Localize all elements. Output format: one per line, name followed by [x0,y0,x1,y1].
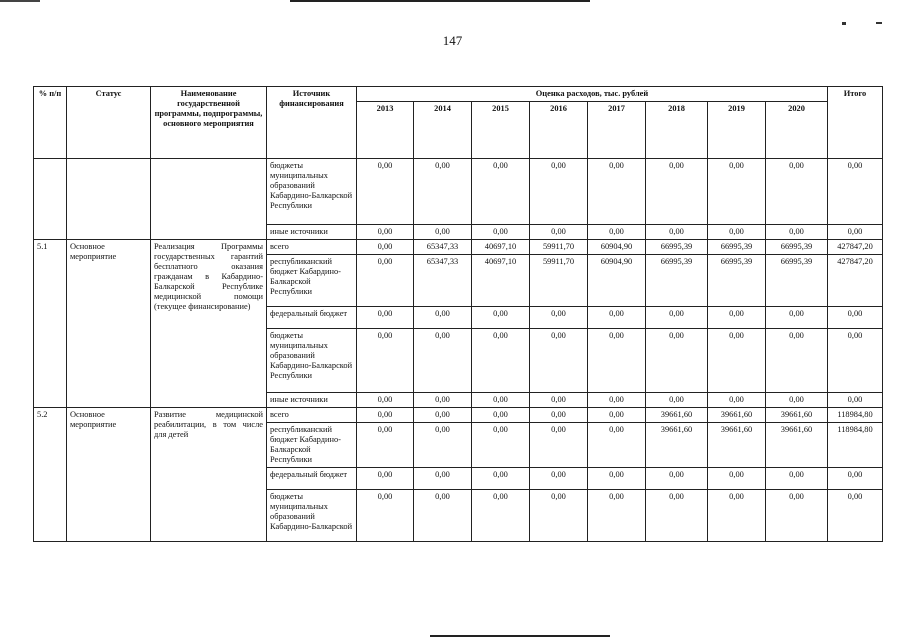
year-header: 2013 [357,102,414,159]
value-cell: 0,00 [646,225,708,240]
total-cell: 0,00 [828,307,883,329]
value-cell: 0,00 [588,329,646,393]
scan-bottom-line [430,635,610,637]
financing-table [33,86,883,542]
row-number: 5.1 [34,240,67,408]
value-cell: 0,00 [357,468,414,490]
value-cell: 0,00 [357,159,414,225]
total-cell: 118984,80 [828,408,883,423]
value-cell: 0,00 [414,307,472,329]
row-status: Основное мероприятие [67,408,151,542]
value-cell: 0,00 [472,423,530,468]
value-cell: 0,00 [766,468,828,490]
value-cell: 0,00 [472,159,530,225]
value-cell: 0,00 [588,423,646,468]
source-cell: всего [267,408,357,423]
value-cell: 0,00 [588,159,646,225]
source-cell: бюджеты муниципальных образований Кабардино-Балкарской Республики [267,159,357,225]
value-cell: 39661,60 [708,423,766,468]
value-cell: 40697,10 [472,255,530,307]
value-cell: 39661,60 [766,423,828,468]
value-cell: 0,00 [472,408,530,423]
value-cell: 66995,39 [646,255,708,307]
year-header: 2016 [530,102,588,159]
source-cell: иные источники [267,393,357,408]
value-cell: 0,00 [708,468,766,490]
value-cell: 0,00 [708,225,766,240]
value-cell: 0,00 [708,329,766,393]
value-cell: 0,00 [766,225,828,240]
header-estimate: Оценка расходов, тыс. рублей [357,87,828,102]
empty-cell [34,159,67,240]
total-cell: 0,00 [828,225,883,240]
value-cell: 0,00 [357,423,414,468]
value-cell: 39661,60 [646,423,708,468]
total-cell: 118984,80 [828,423,883,468]
value-cell: 0,00 [414,468,472,490]
empty-cell [151,159,267,240]
value-cell: 0,00 [357,329,414,393]
value-cell: 0,00 [588,490,646,542]
value-cell: 0,00 [530,490,588,542]
value-cell: 39661,60 [646,408,708,423]
value-cell: 66995,39 [766,240,828,255]
value-cell: 0,00 [646,490,708,542]
year-header: 2014 [414,102,472,159]
value-cell: 60904,90 [588,240,646,255]
value-cell: 0,00 [414,329,472,393]
value-cell: 0,00 [588,468,646,490]
value-cell: 0,00 [357,307,414,329]
header-name: Наименование государственной программы, подпрограммы, основного мероприятия [151,87,267,159]
header-num: % п/п [34,87,67,159]
value-cell: 59911,70 [530,255,588,307]
value-cell: 0,00 [766,159,828,225]
year-header: 2015 [472,102,530,159]
value-cell: 0,00 [646,393,708,408]
row-name: Реализация Программы государственных гарантий бесплатного оказания гражданам в Кабардино-Балкарской Республике медицинской помощи (текущее финансирование) [151,240,267,408]
value-cell: 0,00 [472,468,530,490]
value-cell: 0,00 [414,225,472,240]
source-cell: всего [267,240,357,255]
value-cell: 0,00 [708,159,766,225]
value-cell: 0,00 [414,159,472,225]
total-cell: 427847,20 [828,240,883,255]
value-cell: 0,00 [414,490,472,542]
empty-cell [67,159,151,240]
source-cell: республиканский бюджет Кабардино-Балкарской Республики [267,423,357,468]
value-cell: 0,00 [414,408,472,423]
source-cell: бюджеты муниципальных образований Кабардино-Балкарской Республики [267,329,357,393]
value-cell: 0,00 [708,490,766,542]
value-cell: 0,00 [357,240,414,255]
value-cell: 65347,33 [414,240,472,255]
value-cell: 60904,90 [588,255,646,307]
total-cell: 0,00 [828,468,883,490]
value-cell: 0,00 [766,490,828,542]
value-cell: 59911,70 [530,240,588,255]
source-cell: бюджеты муниципальных образований Кабардино-Балкарской [267,490,357,542]
value-cell: 0,00 [357,225,414,240]
header-row [34,87,883,102]
year-header: 2020 [766,102,828,159]
value-cell: 0,00 [766,329,828,393]
value-cell: 0,00 [530,393,588,408]
value-cell: 39661,60 [708,408,766,423]
row-number: 5.2 [34,408,67,542]
scan-top-line [290,0,590,2]
table-row [34,159,883,225]
value-cell: 40697,10 [472,240,530,255]
page-number: 147 [442,33,463,48]
value-cell: 0,00 [530,159,588,225]
year-header: 2018 [646,102,708,159]
value-cell: 65347,33 [414,255,472,307]
table-row [34,408,883,423]
source-cell: иные источники [267,225,357,240]
value-cell: 66995,39 [646,240,708,255]
value-cell: 0,00 [472,225,530,240]
value-cell: 0,00 [357,255,414,307]
value-cell: 0,00 [530,468,588,490]
value-cell: 66995,39 [766,255,828,307]
total-cell: 0,00 [828,393,883,408]
value-cell: 0,00 [472,393,530,408]
row-status: Основное мероприятие [67,240,151,408]
value-cell: 0,00 [472,307,530,329]
value-cell: 0,00 [414,393,472,408]
source-cell: федеральный бюджет [267,468,357,490]
value-cell: 0,00 [530,408,588,423]
source-cell: республиканский бюджет Кабардино-Балкарской Республики [267,255,357,307]
value-cell: 0,00 [708,393,766,408]
scan-mark [876,22,882,24]
row-name: Развитие медицинской реабилитации, в том числе для детей [151,408,267,542]
year-header: 2017 [588,102,646,159]
total-cell: 0,00 [828,329,883,393]
value-cell: 0,00 [646,307,708,329]
value-cell: 0,00 [766,307,828,329]
value-cell: 0,00 [357,408,414,423]
header-source: Источник финансирования [267,87,357,159]
value-cell: 0,00 [766,393,828,408]
value-cell: 0,00 [357,490,414,542]
total-cell: 0,00 [828,159,883,225]
value-cell: 0,00 [708,307,766,329]
total-cell: 0,00 [828,490,883,542]
value-cell: 0,00 [646,468,708,490]
header-status: Статус [67,87,151,159]
value-cell: 39661,60 [766,408,828,423]
value-cell: 66995,39 [708,240,766,255]
scan-mark [842,22,846,25]
value-cell: 0,00 [588,307,646,329]
year-header: 2019 [708,102,766,159]
value-cell: 0,00 [472,490,530,542]
value-cell: 0,00 [530,225,588,240]
value-cell: 0,00 [588,393,646,408]
value-cell: 0,00 [530,307,588,329]
value-cell: 0,00 [646,159,708,225]
value-cell: 0,00 [414,423,472,468]
source-cell: федеральный бюджет [267,307,357,329]
value-cell: 0,00 [530,329,588,393]
total-cell: 427847,20 [828,255,883,307]
value-cell: 66995,39 [708,255,766,307]
value-cell: 0,00 [530,423,588,468]
value-cell: 0,00 [646,329,708,393]
value-cell: 0,00 [357,393,414,408]
header-total: Итого [828,87,883,159]
value-cell: 0,00 [588,225,646,240]
scan-edge-line [0,0,40,2]
table-row [34,240,883,255]
value-cell: 0,00 [588,408,646,423]
value-cell: 0,00 [472,329,530,393]
